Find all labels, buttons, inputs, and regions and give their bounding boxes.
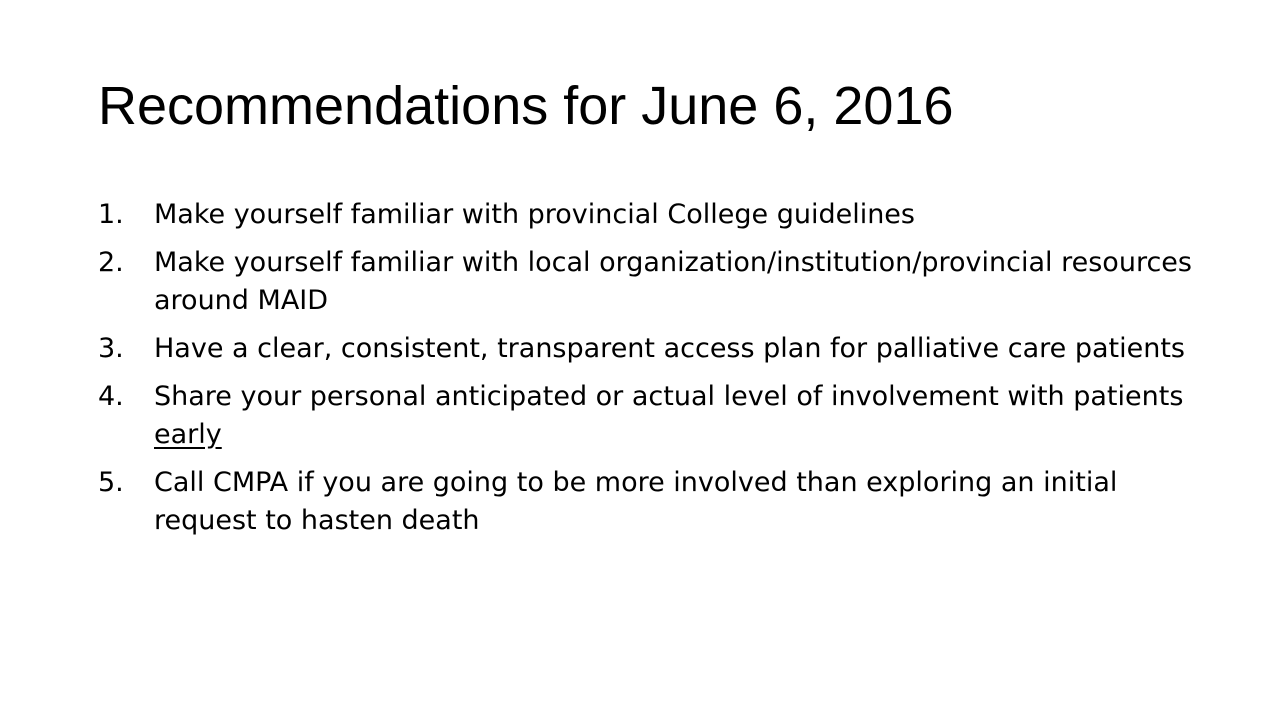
item-text: Have a clear, consistent, transparent access plan for palliative care patients [154, 333, 1185, 364]
list-item [98, 464, 1208, 540]
underlined-emphasis: early [154, 419, 222, 450]
item-number: 3. [98, 333, 124, 364]
recommendations-list [98, 196, 1208, 550]
item-text: Share your personal anticipated or actual level of involvement with patients [154, 381, 1184, 412]
list-item [98, 378, 1208, 454]
item-text: Call CMPA if you are going to be more involved than exploring an initial request to hasten death [154, 467, 1118, 536]
list-item [98, 244, 1208, 320]
list-item [98, 196, 1208, 234]
list-item [98, 330, 1208, 368]
item-number: 2. [98, 247, 124, 278]
slide-title: Recommendations for June 6, 2016 [98, 76, 954, 136]
item-number: 5. [98, 467, 124, 498]
item-number: 1. [98, 199, 124, 230]
item-text: Make yourself familiar with provincial College guidelines [154, 199, 915, 230]
item-number: 4. [98, 381, 124, 412]
item-text: Make yourself familiar with local organization/institution/provincial resources around MAID [154, 247, 1192, 316]
